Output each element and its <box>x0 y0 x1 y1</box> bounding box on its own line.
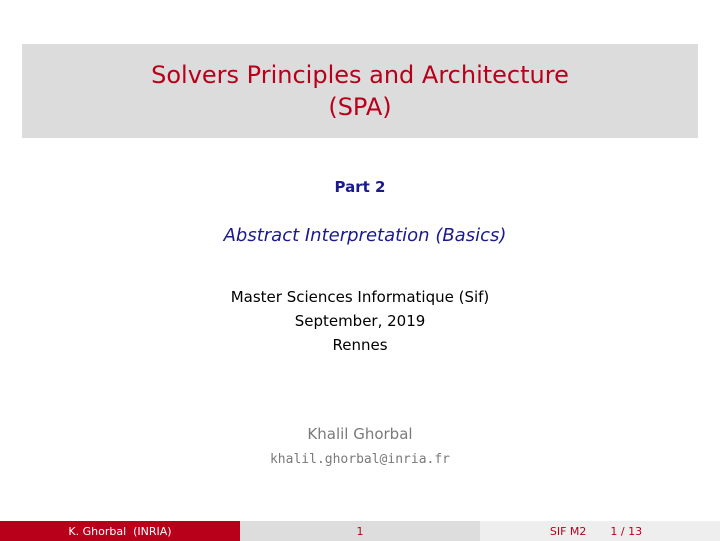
title-box <box>22 44 698 138</box>
program-name: Master Sciences Informatique (Sif) <box>230 288 490 306</box>
date-text: September, 2019 <box>294 312 426 330</box>
footer-author-text: K. Ghorbal (INRIA) <box>68 524 172 538</box>
part-label: Part 2 <box>334 178 386 196</box>
author-name: Khalil Ghorbal <box>307 425 413 443</box>
slide-title-line1: Solvers Principles and Architecture <box>151 61 569 89</box>
place-text: Rennes <box>332 336 388 354</box>
course-info <box>0 285 720 357</box>
author-block <box>0 421 720 473</box>
footer-section <box>240 521 480 541</box>
slide-subtitle: Abstract Interpretation (Basics) <box>223 225 507 246</box>
footer-bar <box>0 521 720 541</box>
footer-section-text: 1 <box>356 524 364 538</box>
author-email[interactable]: khalil.ghorbal@inria.fr <box>269 452 450 467</box>
page-counter: 1 / 13 <box>610 524 643 538</box>
slide-title-line2: (SPA) <box>328 93 392 121</box>
footer-author <box>0 521 240 541</box>
footer-right <box>480 521 720 541</box>
footer-course: SIF M2 <box>549 524 587 538</box>
